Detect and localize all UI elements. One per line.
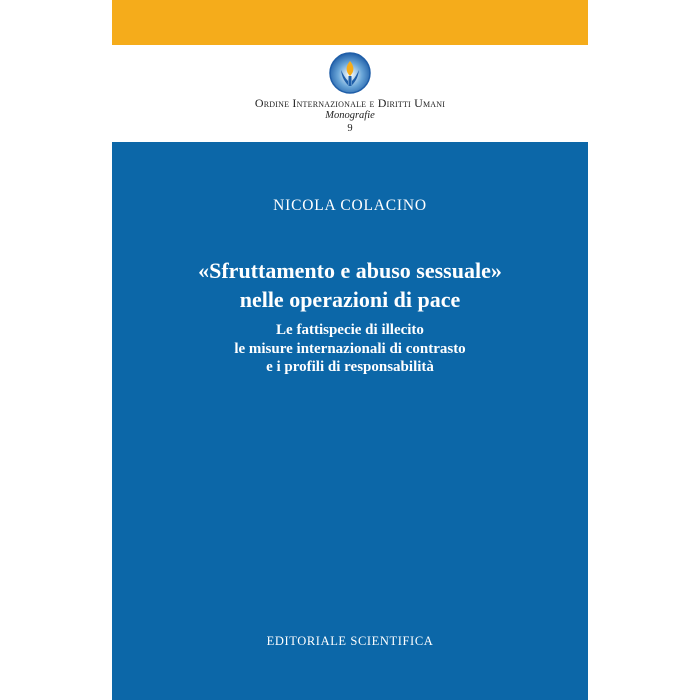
top-color-band — [112, 0, 588, 45]
series-name: Ordine Internazionale e Diritti Umani — [254, 96, 446, 110]
series-subtitle: Monografie — [325, 110, 375, 121]
author-name: NICOLA COLACINO — [273, 197, 427, 214]
book-title-line: nelle operazioni di pace — [239, 287, 461, 312]
book-cover — [112, 0, 588, 700]
book-subtitle-line: le misure internazionali di contrasto — [234, 340, 466, 357]
book-subtitle-line: e i profili di responsabilità — [266, 359, 434, 375]
book-title — [112, 256, 588, 314]
flame-emblem-icon — [329, 52, 371, 94]
cover-panel — [112, 142, 588, 700]
series-number: 9 — [347, 123, 353, 134]
book-subtitle-line: Le fattispecie di illecito — [276, 322, 424, 338]
book-subtitle — [112, 321, 588, 377]
book-title-line: «Sfruttamento e abuso sessuale» — [198, 258, 502, 283]
publisher-name: EDITORIALE SCIENTIFICA — [266, 634, 434, 648]
